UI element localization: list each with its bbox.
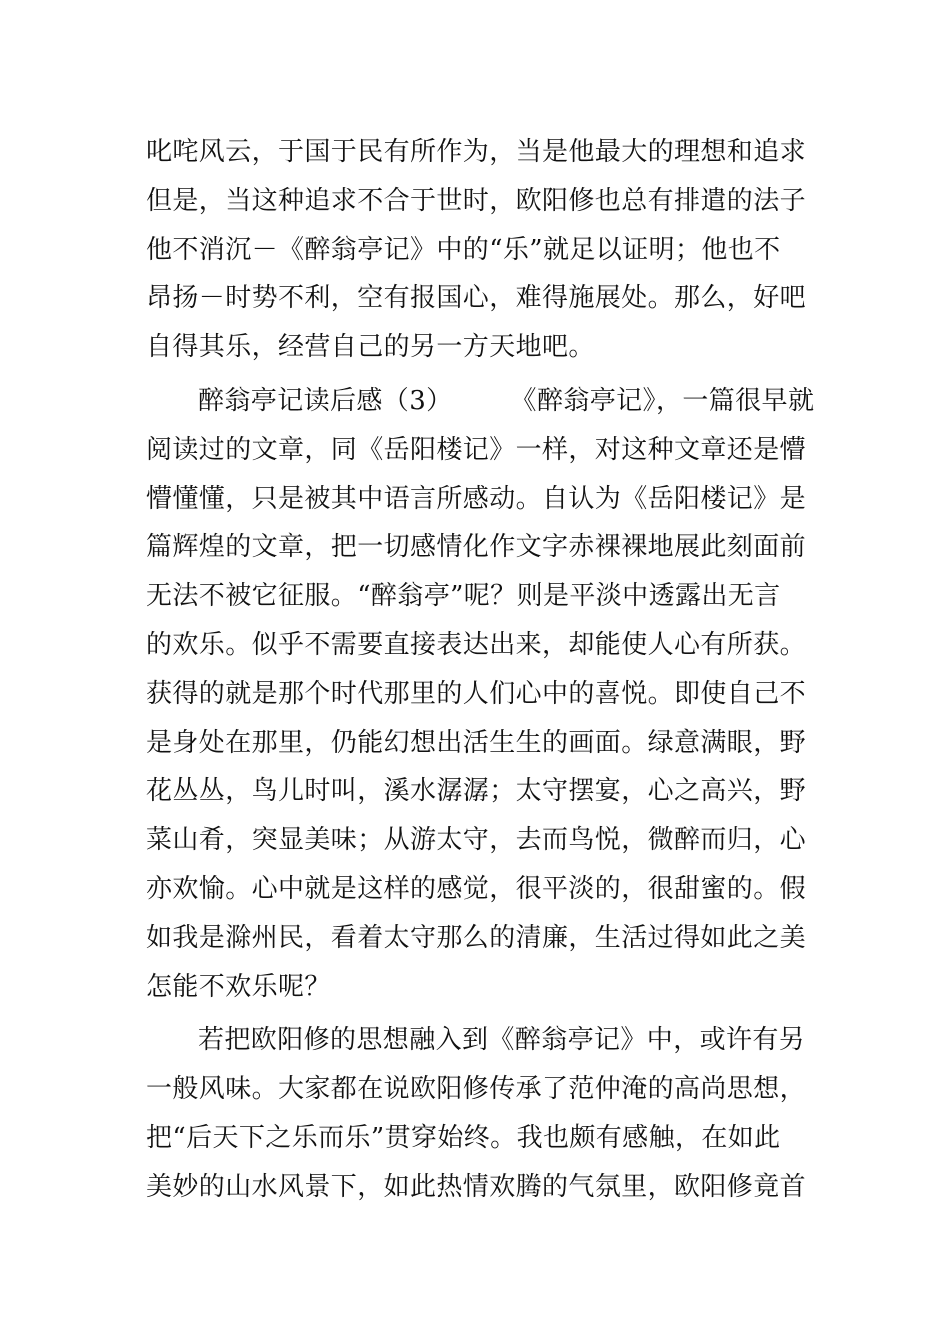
text-line: 的欢乐。似乎不需要直接表达出来，却能使人心有所获。 (146, 629, 807, 660)
text-line-start: 《醉翁亭记》，一篇很早就 (510, 385, 815, 416)
text-line: 花丛丛，鸟儿时叫，溪水潺潺；太守摆宴，心之高兴，野 (146, 776, 807, 807)
paragraph-3 (146, 1016, 816, 1211)
text-line: 懵懂懂，只是被其中语言所感动。自认为《岳阳楼记》是 (146, 483, 807, 514)
text-line: 他不消沉－《醉翁亭记》中的“乐”就足以证明；他也不 (146, 234, 781, 265)
section-heading: 醉翁亭记读后感（3） (198, 385, 453, 416)
text-line: 昂扬－时势不利，空有报国心，难得施展处。那么，好吧 (146, 283, 807, 314)
text-line: 菜山肴，突显美味；从游太守，去而鸟悦，微醉而归，心 (146, 825, 807, 856)
text-line: 一般风味。大家都在说欧阳修传承了范仲淹的高尚思想， (146, 1074, 807, 1105)
body-text (146, 128, 816, 1212)
text-line: 无法不被它征服。“醉翁亭”呢？则是平淡中透露出无言 (146, 581, 781, 612)
text-line: 怎能不欢乐呢？ (146, 971, 331, 1002)
text-line: 阅读过的文章，同《岳阳楼记》一样，对这种文章还是懵 (146, 434, 807, 465)
text-line: 篇辉煌的文章，把一切感情化作文字赤裸裸地展此刻面前 (146, 532, 807, 563)
text-line: 如我是滁州民，看着太守那么的清廉，生活过得如此之美 (146, 922, 807, 953)
text-line: 美妙的山水风景下，如此热情欢腾的气氛里，欧阳修竟首 (146, 1171, 807, 1202)
text-line: 把“后天下之乐而乐”贯穿始终。我也颇有感触，在如此 (146, 1122, 781, 1153)
text-line: 获得的就是那个时代那里的人们心中的喜悦。即使自己不 (146, 678, 807, 709)
text-line: 自得其乐，经营自己的另一方天地吧。 (146, 332, 595, 363)
paragraph-2 (146, 377, 816, 1011)
heading-line (146, 377, 816, 426)
paragraph-1 (146, 128, 816, 372)
text-line: 亦欢愉。心中就是这样的感觉，很平淡的，很甜蜜的。假 (146, 873, 807, 904)
text-line: 若把欧阳修的思想融入到《醉翁亭记》中，或许有另 (198, 1025, 806, 1056)
text-line: 叱咤风云，于国于民有所作为，当是他最大的理想和追求 (146, 137, 807, 167)
text-line: 是身处在那里，仍能幻想出活生生的画面。绿意满眼，野 (146, 727, 807, 758)
text-line: 但是，当这种追求不合于世时，欧阳修也总有排遣的法子 (146, 185, 807, 216)
